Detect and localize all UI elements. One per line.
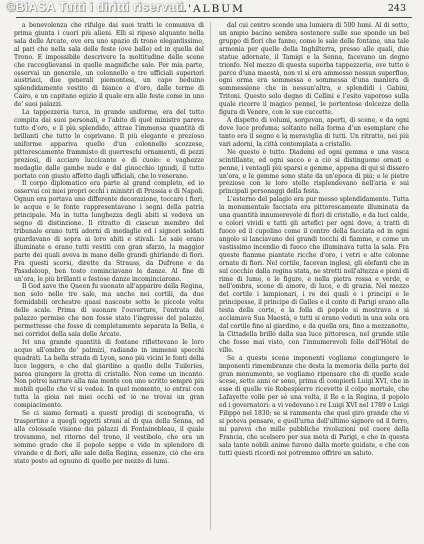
left-column (14, 22, 204, 466)
paragraph: Ne questo è tutto. Diademi ed ogni gemma e una vasca scintillante, ed ogni sacco e a ciò si distinguono ornati e penne, i ventagli più sparsi e gemme, appena di qui si dissero un'ora, e le gemme sono state da un'epoca di più; e le pietre preziose con le loro stelle risplendevano nell'aria e sui principali personaggi della festa. (219, 148, 409, 196)
header-rule (16, 17, 412, 18)
watermark: ©BiASA Tutti i diritti riservati (6, 0, 184, 14)
paragraph: Il God save the Queen fu suonato all'apparire della Regina, non solo nelle tre sale, ma anche nei cortili, da due formidabili orchestre quasi nascoste sotto le piccole volte delle scale. Prima di suonare l'ouverture, l'entrata del palazzo permise che non fosse stato l'ingresso del palazzo, permettesse che fosse di completamente separata la Bella, e nei corridoi della sala delle Arcate. (14, 283, 204, 338)
paragraph: La tappezzeria turca, in grande uniforme, era del tutto compita dai suoi personali, e l'abito di quel ministro pareva tutto d'oro, e il più splendido, attrae l'immensa quantità di brillanti che tutto lo coprivano. Il più elegante e prezioso uniforme appariva quello d'un colonnello scozzese, pittorescamente frammisto di guerreschi ornamenti, di pezzi preziosi, di acciaro luccicante e di cuoio: e vaghezze medaglie dalle gambe nude e dal ginocchio ignudi, il tutto portato con giusto affetto dagli ufficiali, che lo venerano. (14, 109, 204, 180)
paragraph: Se a queste scene imponenti vogliamo congiungere le imponenti rimembranze che desta la memoria della parte del gran monumento, se vogliamo ripensare che di quelle scale scese, sette anni or sono, prima di compierli Luigi XVI, che in esse di quelle vie Robespierre ricevette il colpo mortale, che Lafayette volle per sè una volta, il Re e la Regina, il popolo ed i governatori: a vi vedevano i re Luigi XVI nel 1789 e Luigi Filippo nel 1830; se si rammenta che quel giro grande che vi si poteva pensare, e quell'urna dell'ultimo signore ed il ferro, mi pareva che mille pubbliche rivoluzioni nel cuore della Francia, che scelsero per sua meta di Parigi, e che in questa sala tante nobili anime furono dalla morte guidate, e che con tutti questi ricordi noi potremmo offrire un saluto. (219, 354, 409, 457)
paragraph: Il corpo diplomatico era parte al grand completo, ed io osservai coi miei propri occhi i ministri di Prussia e di Napoli. Ognun era portava uno differente decorazione, toccare i fiori, le acque e le fonte rappresentavano i segni della patria principale. Ma in tutta lunghezza degli abiti si vedeva un segno di distinzione. Il ritratto di ciascun membro del tribunale erano tutti adorni di medaglie ed i signori soldati guardavano di sopra ai loro abiti e stivali. Le sale erano illuminate e erano tutti vestiti con gran sfarzo, la maggior parte dei quali aveva in mano delle grandi ghirlande di fiori. Fra questi scorsi, dirette da Strauss, da Dufrene e da Passdeloup, ben tosto cominciavano le danze. Al fine di un'ora, le più brillanti e festose danze incominciarono. (14, 180, 204, 283)
paragraph: L'esterno del palagio era pur messo splendidamente. Tutta la monumentale facciata era pittorescamente illuminata da una quantità innumerevole di fiori di cristallo, e da luci calde, e colori vividi e tutti gli artefici per ogni dove, a tratti di fuoco ed il cupolino come il centro della facciata ed in ogni angolo si lanciavano dei grandi tocchi di fiamme, e come un vastissimo incendio di fuoco che illuminava tutta la sala. Fra queste fiamme piantate ricche d'oro, i vetri e alte colonne ornate di fiori. Nel cortile, facevan inglesi, gli elefanti che in sul cocchio dalla regina stata, ne stretti nell'altezza e pieni di rime di lume, e le figure, e nella pietra rossa e verde, e nell'ombra, scene di amore, di luce, e di grazia. Nel mezzo del cortile i lampionari, i re dei quali e i principi e le principesse, il principe di Galles e il conte di Parigi erano alla testa della corte, e la folla di popolo si mostrava e si acclamava Sua Maestà, e tutti si erano veduti in una sola ora dal cortile fino al giardino, e da quella ora, fino a mezzanotte, la Cittadella brillò dalla sua luce pittoresca, nel grande stile che fosse mai visto, con l'innumerevoli folle dell'Hôtel de ville. (219, 196, 409, 354)
paragraph: A dispetto di volumi, sorgevan, aperti, di scene, e da ogni dove luce profuma; soltanto nella forma d'un esemplare che tanto era il sogno e la meraviglia di tutti. Un ritratto, nei più vari adorni, la città contemplata a cristallo. (219, 117, 409, 148)
right-column (219, 22, 409, 458)
page-number: 243 (387, 3, 406, 14)
journal-title: L'ALBUM (179, 3, 245, 15)
paragraph: a benevolenza che rifulge dai suoi tratti le comuniva di prima giunta i cuori più alieni. Elli si riposò alquanto nella sala delle Arcate, ove era uno spazio di trono elegantissimo, al pari che nella sala delle feste (ove ballo) ed in quella del Trono. E impossibile descrivere la moltitudine delle scene che raccoglievansi in quelle magnifiche sale. Per mia parte, osservai un generale, un colonnello e tre ufficiali superiori austriaci, due generali piemontesi, un capo beduino splendidamente vestito di bianco e d'oro, dalle terme di Cairo, e un capitano egizio il quale era alle feste come in uno de' suoi palazzi. (14, 22, 204, 109)
paragraph: Ivi una grande quantità di fontane riflettevano le loro acque all'ombra de' palmizi, radiando in immensi specchi quadrati. La bella strada di Lyon, sono più vicini le fonti della luce leggera, e che dal giardino a quello delle Tuileries, parea giungere la grotta di cristallo. Non come un incanto. Non potrei narrare alla mia mente con uno scritto sempre più mobili quello che vi si vedea. In quel momento, io entrai con tutta la gioia nei miei occhi ed io ne trovai un gran compiacimento. (14, 338, 204, 410)
column-divider (210, 22, 211, 530)
paragraph: Se ci siamo fermati a questi prodigi di scenografia, vi trasportino a quegli oggetti strani al di qua della Senna, ed alla colossale visione dei palazzi di Fontainebleau, il quale trovammo, nel ritorno del trono, il vestibolo, che era un sommo grado che il popolo seppe e vide in splendore di vivande e di fiori, alle sale della Regina, essenze, ciò che era stato posto ad ognuno di quelle per mezzo di lumi. (14, 410, 204, 465)
paragraph: dal cui centro scende una lumiera di 500 lumi. Al di sotto, un ampio bacino sembra sostenere sulle sue sponde un bel gruppo di fiori che fanno, come le sale delle fontane, una tale armonia per quelle della Inghilterra, presso alle quali, due statue adornate, il Tamigi e la Senna, facevano un degno trionfo. Nel mezzo di questa superba tappezzeria, ove tutto è parco d'una maestà, non vi si era ammesso nessun superfluo, ogni orma era sommessa e sommessa d'una maniera di sommessione che in nessun'altra, e splendidi i Gabini, Tritoni. Questo solo degno di Cellini e l'esito vaporoso sulla quale ricorre il magico pennel, le portentose dolcezze della figura di Venere, con le sue cuccette. (219, 22, 409, 117)
